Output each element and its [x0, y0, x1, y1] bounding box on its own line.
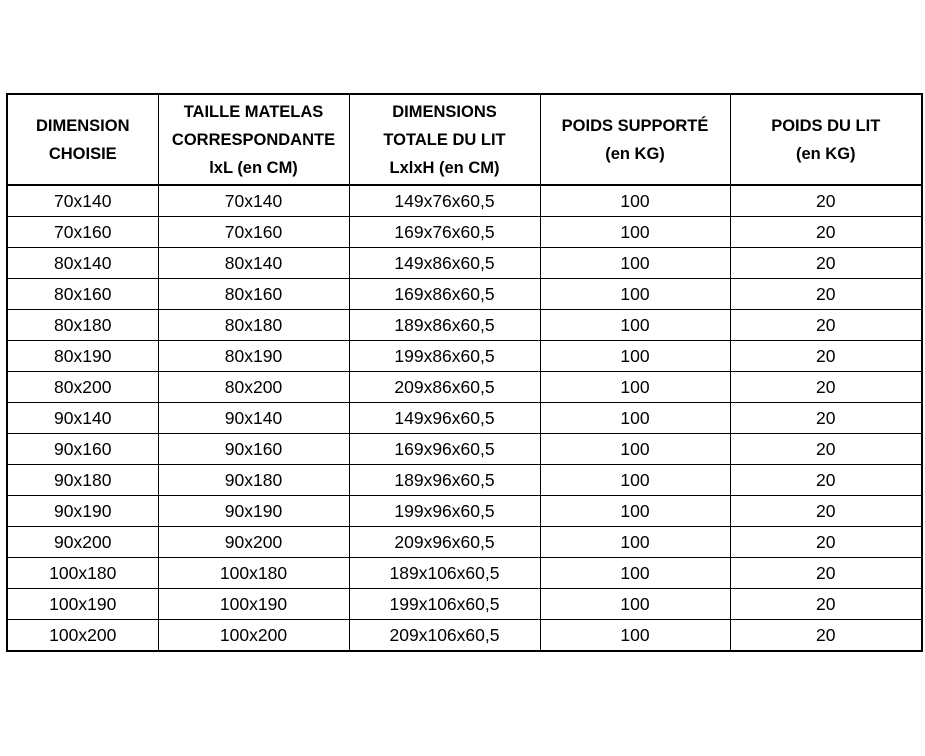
cell-dimensions-totale: 209x86x60,5 — [349, 372, 540, 403]
cell-poids-du-lit: 20 — [730, 310, 922, 341]
table-row — [7, 341, 922, 372]
cell-poids-du-lit: 20 — [730, 341, 922, 372]
header-poids-supporte — [540, 94, 730, 185]
cell-taille-matelas: 100x190 — [158, 589, 349, 620]
cell-taille-matelas: 80x200 — [158, 372, 349, 403]
cell-dimensions-totale: 199x106x60,5 — [349, 589, 540, 620]
cell-poids-du-lit: 20 — [730, 217, 922, 248]
header-line: POIDS DU LIT — [771, 116, 881, 135]
cell-taille-matelas: 70x140 — [158, 185, 349, 217]
cell-poids-supporte: 100 — [540, 527, 730, 558]
cell-poids-supporte: 100 — [540, 372, 730, 403]
header-poids-du-lit — [730, 94, 922, 185]
cell-poids-supporte: 100 — [540, 185, 730, 217]
cell-poids-du-lit: 20 — [730, 558, 922, 589]
cell-poids-supporte: 100 — [540, 403, 730, 434]
table-header-row — [7, 94, 922, 185]
cell-poids-supporte: 100 — [540, 434, 730, 465]
cell-poids-supporte: 100 — [540, 248, 730, 279]
table-row — [7, 310, 922, 341]
cell-dimension-choisie: 80x160 — [7, 279, 158, 310]
cell-dimensions-totale: 209x96x60,5 — [349, 527, 540, 558]
cell-dimension-choisie: 90x190 — [7, 496, 158, 527]
header-line: (en KG) — [605, 144, 665, 163]
header-dimension-choisie — [7, 94, 158, 185]
header-taille-matelas — [158, 94, 349, 185]
cell-taille-matelas: 90x190 — [158, 496, 349, 527]
cell-poids-du-lit: 20 — [730, 185, 922, 217]
cell-dimension-choisie: 100x200 — [7, 620, 158, 652]
cell-poids-supporte: 100 — [540, 496, 730, 527]
cell-dimension-choisie: 70x160 — [7, 217, 158, 248]
header-line: TAILLE MATELAS — [183, 102, 324, 121]
cell-dimension-choisie: 80x140 — [7, 248, 158, 279]
cell-taille-matelas: 90x200 — [158, 527, 349, 558]
cell-taille-matelas: 90x140 — [158, 403, 349, 434]
cell-poids-supporte: 100 — [540, 279, 730, 310]
cell-taille-matelas: 100x180 — [158, 558, 349, 589]
dimensions-table — [6, 93, 923, 652]
cell-poids-du-lit: 20 — [730, 589, 922, 620]
cell-taille-matelas: 80x190 — [158, 341, 349, 372]
cell-dimensions-totale: 199x96x60,5 — [349, 496, 540, 527]
header-line: DIMENSION — [35, 116, 130, 135]
cell-dimensions-totale: 149x86x60,5 — [349, 248, 540, 279]
cell-dimension-choisie: 70x140 — [7, 185, 158, 217]
cell-poids-supporte: 100 — [540, 620, 730, 652]
table-row — [7, 434, 922, 465]
cell-poids-du-lit: 20 — [730, 279, 922, 310]
cell-dimensions-totale: 189x106x60,5 — [349, 558, 540, 589]
cell-dimension-choisie: 100x180 — [7, 558, 158, 589]
table-row — [7, 465, 922, 496]
cell-poids-supporte: 100 — [540, 310, 730, 341]
cell-dimension-choisie: 90x180 — [7, 465, 158, 496]
cell-dimension-choisie: 100x190 — [7, 589, 158, 620]
cell-taille-matelas: 90x160 — [158, 434, 349, 465]
header-line: POIDS SUPPORTÉ — [561, 116, 709, 135]
table-row — [7, 620, 922, 652]
cell-dimension-choisie: 90x140 — [7, 403, 158, 434]
cell-taille-matelas: 80x180 — [158, 310, 349, 341]
cell-dimensions-totale: 199x86x60,5 — [349, 341, 540, 372]
cell-dimensions-totale: 149x76x60,5 — [349, 185, 540, 217]
cell-taille-matelas: 100x200 — [158, 620, 349, 652]
cell-dimension-choisie: 90x200 — [7, 527, 158, 558]
cell-poids-supporte: 100 — [540, 465, 730, 496]
cell-poids-du-lit: 20 — [730, 465, 922, 496]
table-row — [7, 558, 922, 589]
header-dimensions-totale — [349, 94, 540, 185]
cell-poids-du-lit: 20 — [730, 434, 922, 465]
cell-dimensions-totale: 189x96x60,5 — [349, 465, 540, 496]
cell-taille-matelas: 80x160 — [158, 279, 349, 310]
cell-dimension-choisie: 80x200 — [7, 372, 158, 403]
cell-taille-matelas: 90x180 — [158, 465, 349, 496]
cell-dimensions-totale: 169x76x60,5 — [349, 217, 540, 248]
cell-dimension-choisie: 80x180 — [7, 310, 158, 341]
table-row — [7, 372, 922, 403]
cell-dimension-choisie: 90x160 — [7, 434, 158, 465]
table-row — [7, 403, 922, 434]
cell-poids-du-lit: 20 — [730, 620, 922, 652]
cell-poids-du-lit: 20 — [730, 527, 922, 558]
cell-taille-matelas: 80x140 — [158, 248, 349, 279]
table-row — [7, 217, 922, 248]
header-line: DIMENSIONS — [392, 102, 497, 121]
cell-poids-du-lit: 20 — [730, 403, 922, 434]
cell-poids-du-lit: 20 — [730, 248, 922, 279]
table-row — [7, 279, 922, 310]
header-line: lxL (en CM) — [209, 158, 298, 177]
table-row — [7, 527, 922, 558]
header-line: CHOISIE — [48, 144, 117, 163]
table-row — [7, 496, 922, 527]
cell-dimensions-totale: 149x96x60,5 — [349, 403, 540, 434]
cell-poids-supporte: 100 — [540, 217, 730, 248]
dimensions-table-container — [6, 93, 921, 652]
table-row — [7, 589, 922, 620]
cell-poids-supporte: 100 — [540, 589, 730, 620]
cell-poids-du-lit: 20 — [730, 496, 922, 527]
cell-poids-du-lit: 20 — [730, 372, 922, 403]
table-row — [7, 248, 922, 279]
cell-dimensions-totale: 169x86x60,5 — [349, 279, 540, 310]
cell-poids-supporte: 100 — [540, 341, 730, 372]
header-line: CORRESPONDANTE — [171, 130, 336, 149]
header-line: TOTALE DU LIT — [383, 130, 506, 149]
header-line: LxlxH (en CM) — [389, 158, 500, 177]
table-row — [7, 185, 922, 217]
cell-dimensions-totale: 169x96x60,5 — [349, 434, 540, 465]
cell-dimensions-totale: 189x86x60,5 — [349, 310, 540, 341]
cell-dimensions-totale: 209x106x60,5 — [349, 620, 540, 652]
cell-poids-supporte: 100 — [540, 558, 730, 589]
header-line: (en KG) — [795, 144, 856, 163]
cell-dimension-choisie: 80x190 — [7, 341, 158, 372]
cell-taille-matelas: 70x160 — [158, 217, 349, 248]
